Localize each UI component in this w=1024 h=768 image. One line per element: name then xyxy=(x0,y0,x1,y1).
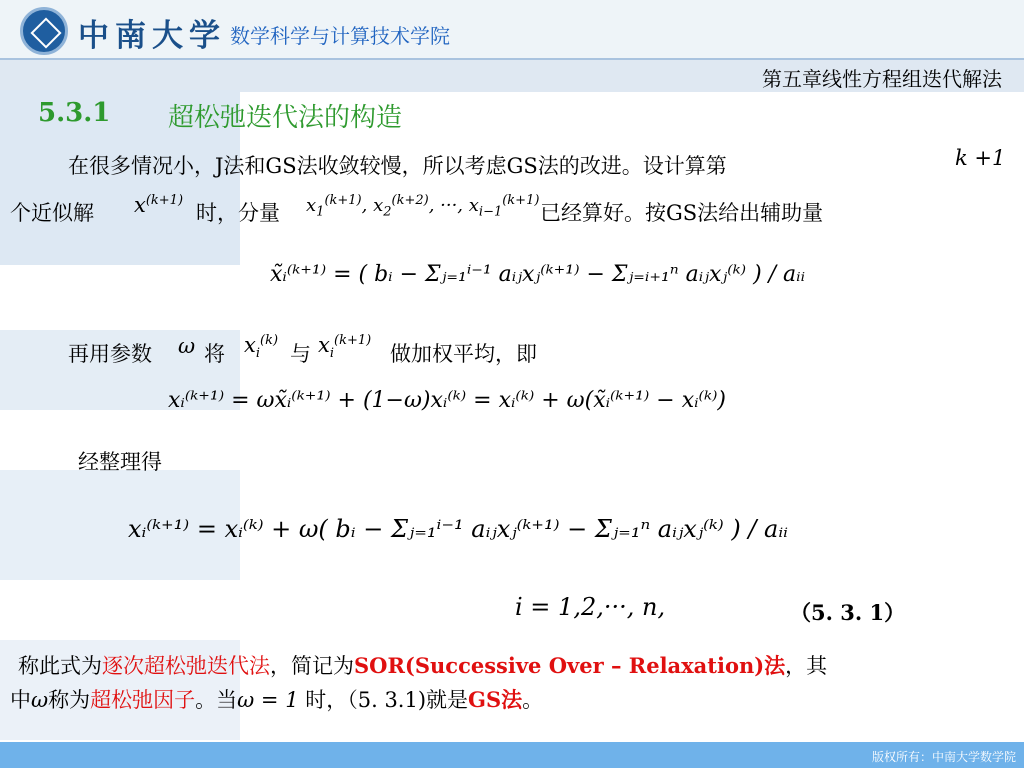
para2-a: 再用参数 xyxy=(68,342,152,366)
equation-weighted: xᵢ⁽ᵏ⁺¹⁾ = ωx̃ᵢ⁽ᵏ⁺¹⁾ + (1−ω)xᵢ⁽ᵏ⁾ = xᵢ⁽ᵏ⁾ + ω(x̃ᵢ⁽ᵏ⁺¹⁾ − xᵢ⁽ᵏ⁾) xyxy=(168,388,726,413)
math-xk1: $x^{(k+1)}$ xyxy=(134,193,184,217)
school-name: 数学科学与计算技术学院 xyxy=(230,24,450,48)
para1-line2c: 已经算好。按GS法给出辅助量 xyxy=(540,201,824,225)
university-logo-icon xyxy=(20,7,68,55)
para1-line1: 在很多情况小，J法和GS法收敛较慢，所以考虑GS法的改进。设计算第 xyxy=(68,154,727,178)
equation-sor: xᵢ⁽ᵏ⁺¹⁾ = xᵢ⁽ᵏ⁾ + ω( bᵢ − Σⱼ₌₁ⁱ⁻¹ aᵢⱼxⱼ⁽ᵏ⁺¹⁾ − Σⱼ₌₁ⁿ aᵢⱼxⱼ⁽ᵏ⁾ ) / aᵢᵢ xyxy=(128,515,788,543)
chapter-title: 第五章线性方程组迭代解法 xyxy=(762,67,1002,91)
para4-line2: 中ω称为超松弛因子。当ω = 1 时，（5. 3.1)就是GS法。 xyxy=(10,687,544,712)
para1-line2a: 个近似解 xyxy=(10,201,94,225)
math-xk1-i: $x_i^{(k+1)}$ xyxy=(318,333,372,362)
math-xk: $x_i^{(k)}$ xyxy=(244,333,279,362)
para1-k1: k +1 xyxy=(955,146,1006,170)
section-title: 超松弛迭代法的构造 xyxy=(168,103,403,133)
equation-auxiliary: x̃ᵢ⁽ᵏ⁺¹⁾ = ( bᵢ − Σⱼ₌₁ⁱ⁻¹ aᵢⱼxⱼ⁽ᵏ⁺¹⁾ − Σⱼ₌ᵢ₊₁ⁿ aᵢⱼxⱼ⁽ᵏ⁾ ) / aᵢᵢ xyxy=(270,262,806,287)
footer-bar xyxy=(0,742,1024,768)
para3: 经整理得 xyxy=(78,450,162,474)
para2-b: 将 xyxy=(204,342,225,366)
para2-d: 做加权平均，即 xyxy=(390,342,537,366)
copyright-text: 版权所有：中南大学数学院 xyxy=(871,750,1016,764)
math-omega: ω xyxy=(178,334,196,358)
math-components: $x_1^{(k+1)}$, $x_2^{(k+2)}$, ···, $x_{i-1}^{(k+1)}$ xyxy=(306,193,540,220)
para1-line2b: 时，分量 xyxy=(196,201,280,225)
section-number: 5.3.1 xyxy=(38,98,111,128)
para2-c: 与 xyxy=(290,342,311,366)
equation-index-range: i = 1,2,···, n, xyxy=(515,593,666,621)
para4-line1: 称此式为逐次超松弛迭代法，简记为SOR(Successive Over – Relaxation)法，其 xyxy=(18,653,828,678)
university-name: 中南大学 xyxy=(78,18,226,54)
equation-number: （5. 3. 1） xyxy=(790,600,906,625)
